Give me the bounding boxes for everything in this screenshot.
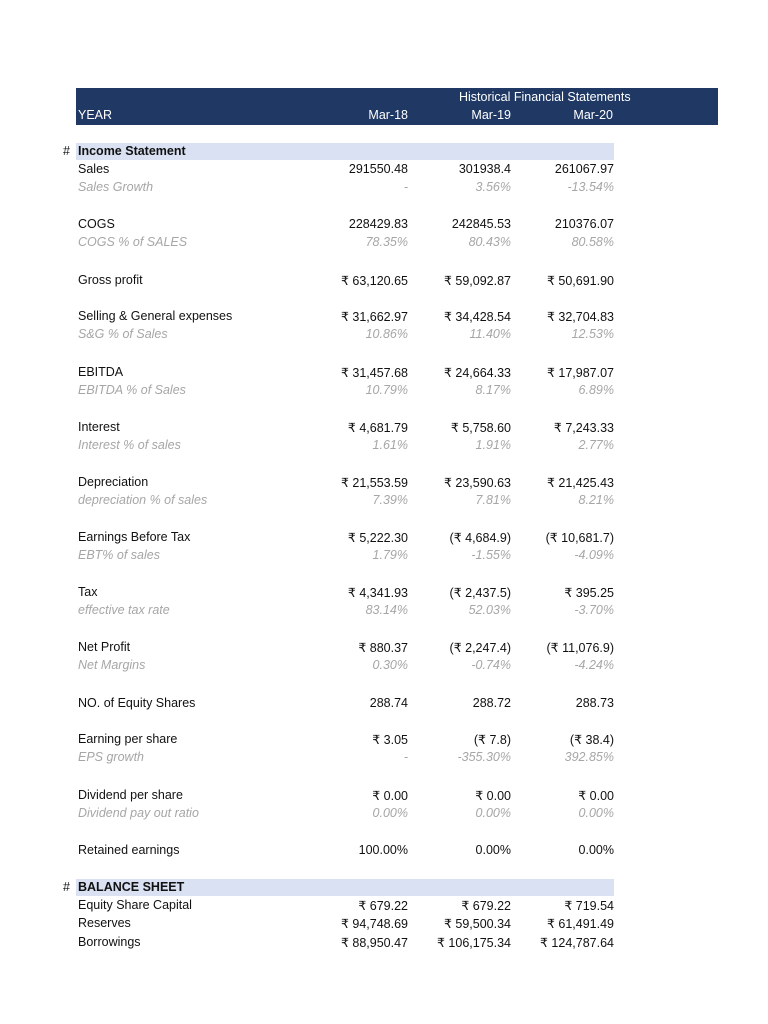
- table-row: [76, 806, 614, 824]
- table-row: [76, 493, 614, 511]
- table-row: [76, 273, 614, 291]
- cell-value: -3.70%: [574, 603, 614, 617]
- row-label: effective tax rate: [78, 603, 170, 617]
- table-row: [76, 732, 614, 750]
- cell-value: ₹ 59,092.87: [443, 274, 511, 288]
- cell-value: ₹ 4,681.79: [347, 421, 408, 435]
- cell-value: 261067.97: [554, 162, 614, 176]
- table-row: [76, 696, 614, 714]
- table-row: [76, 548, 614, 566]
- income-statement-header: [76, 143, 614, 160]
- cell-value: 301938.4: [458, 162, 511, 176]
- cell-value: ₹ 21,425.43: [546, 476, 614, 490]
- year-label: YEAR: [78, 108, 113, 122]
- cell-value: 100.00%: [358, 843, 408, 857]
- row-label: NO. of Equity Shares: [78, 696, 196, 710]
- cell-value: 52.03%: [468, 603, 511, 617]
- cell-value: ₹ 59,500.34: [443, 917, 511, 931]
- column-header: Mar-20: [573, 108, 613, 122]
- cell-value: 8.17%: [475, 383, 511, 397]
- row-label: Dividend pay out ratio: [78, 806, 199, 820]
- row-label: Interest: [78, 420, 120, 434]
- cell-value: 288.73: [575, 696, 614, 710]
- row-label: Borrowings: [78, 935, 141, 949]
- row-label: Reserves: [78, 916, 131, 930]
- cell-value: 0.00%: [578, 843, 614, 857]
- cell-value: 6.89%: [578, 383, 614, 397]
- table-row: [76, 420, 614, 438]
- row-label: Depreciation: [78, 475, 149, 489]
- cell-value: (₹ 10,681.7): [545, 531, 614, 545]
- table-row: [76, 475, 614, 493]
- cell-value: (₹ 4,684.9): [449, 531, 511, 545]
- cell-value: 228429.83: [348, 217, 408, 231]
- cell-value: -13.54%: [567, 180, 614, 194]
- cell-value: (₹ 2,437.5): [449, 586, 511, 600]
- cell-value: -355.30%: [457, 750, 511, 764]
- cell-value: 1.79%: [372, 548, 408, 562]
- cell-value: ₹ 880.37: [358, 641, 408, 655]
- row-label: Tax: [78, 585, 98, 599]
- cell-value: 12.53%: [571, 327, 614, 341]
- section-marker: #: [63, 880, 70, 894]
- cell-value: 392.85%: [564, 750, 614, 764]
- cell-value: -: [403, 750, 408, 764]
- cell-value: ₹ 5,758.60: [450, 421, 511, 435]
- cell-value: ₹ 61,491.49: [546, 917, 614, 931]
- table-row: [76, 235, 614, 253]
- cell-value: 8.21%: [578, 493, 614, 507]
- table-row: [76, 640, 614, 658]
- table-row: [76, 383, 614, 401]
- section-title: Income Statement: [78, 144, 186, 158]
- cell-value: ₹ 63,120.65: [340, 274, 408, 288]
- column-header: Mar-18: [368, 108, 408, 122]
- cell-value: 1.91%: [475, 438, 511, 452]
- table-row: [76, 585, 614, 603]
- cell-value: ₹ 50,691.90: [546, 274, 614, 288]
- cell-value: ₹ 124,787.64: [540, 936, 614, 950]
- cell-value: ₹ 4,341.93: [347, 586, 408, 600]
- table-row: [76, 916, 614, 934]
- section-title: BALANCE SHEET: [78, 880, 185, 894]
- table-row: [76, 750, 614, 768]
- row-label: COGS: [78, 217, 115, 231]
- row-label: EPS growth: [78, 750, 145, 764]
- row-label: Sales Growth: [78, 180, 154, 194]
- table-row: [76, 327, 614, 345]
- cell-value: -4.09%: [574, 548, 614, 562]
- cell-value: ₹ 31,457.68: [340, 366, 408, 380]
- cell-value: ₹ 24,664.33: [443, 366, 511, 380]
- row-label: COGS % of SALES: [78, 235, 188, 249]
- cell-value: ₹ 3.05: [372, 733, 408, 747]
- cell-value: 78.35%: [365, 235, 408, 249]
- table-row: [76, 180, 614, 198]
- cell-value: ₹ 0.00: [372, 789, 408, 803]
- cell-value: 2.77%: [578, 438, 614, 452]
- row-label: Net Margins: [78, 658, 146, 672]
- row-label: Earnings Before Tax: [78, 530, 191, 544]
- cell-value: ₹ 0.00: [578, 789, 614, 803]
- cell-value: 7.81%: [475, 493, 511, 507]
- cell-value: 83.14%: [365, 603, 408, 617]
- table-row: [76, 530, 614, 548]
- table-row: [76, 438, 614, 456]
- cell-value: ₹ 679.22: [461, 899, 511, 913]
- cell-value: 1.61%: [372, 438, 408, 452]
- cell-value: 0.00%: [475, 806, 511, 820]
- cell-value: ₹ 17,987.07: [546, 366, 614, 380]
- cell-value: 3.56%: [475, 180, 511, 194]
- cell-value: 288.74: [369, 696, 408, 710]
- table-row: [76, 309, 614, 327]
- cell-value: ₹ 0.00: [475, 789, 511, 803]
- row-label: depreciation % of sales: [78, 493, 208, 507]
- table-row: [76, 898, 614, 916]
- row-label: S&G % of Sales: [78, 327, 168, 341]
- balance-sheet-header: [76, 879, 614, 896]
- row-label: EBITDA: [78, 365, 124, 379]
- cell-value: 0.00%: [578, 806, 614, 820]
- header-band: [76, 88, 718, 125]
- cell-value: -0.74%: [471, 658, 511, 672]
- cell-value: 242845.53: [451, 217, 511, 231]
- cell-value: -: [403, 180, 408, 194]
- cell-value: ₹ 32,704.83: [546, 310, 614, 324]
- row-label: Interest % of sales: [78, 438, 181, 452]
- row-label: Selling & General expenses: [78, 309, 233, 323]
- cell-value: 0.00%: [372, 806, 408, 820]
- cell-value: (₹ 11,076.9): [546, 641, 614, 655]
- table-row: [76, 935, 614, 953]
- cell-value: ₹ 34,428.54: [443, 310, 511, 324]
- cell-value: ₹ 719.54: [564, 899, 614, 913]
- row-label: Dividend per share: [78, 788, 183, 802]
- cell-value: 0.30%: [372, 658, 408, 672]
- row-label: Gross profit: [78, 273, 143, 287]
- row-label: Sales: [78, 162, 110, 176]
- cell-value: 10.86%: [365, 327, 408, 341]
- cell-value: ₹ 21,553.59: [340, 476, 408, 490]
- table-row: [76, 162, 614, 180]
- cell-value: -1.55%: [471, 548, 511, 562]
- cell-value: ₹ 23,590.63: [443, 476, 511, 490]
- cell-value: 291550.48: [348, 162, 408, 176]
- cell-value: 0.00%: [475, 843, 511, 857]
- cell-value: 210376.07: [554, 217, 614, 231]
- cell-value: 7.39%: [372, 493, 408, 507]
- table-row: [76, 365, 614, 383]
- section-marker: #: [63, 144, 70, 158]
- cell-value: ₹ 679.22: [358, 899, 408, 913]
- table-row: [76, 658, 614, 676]
- cell-value: (₹ 7.8): [473, 733, 511, 747]
- table-row: [76, 217, 614, 235]
- cell-value: ₹ 5,222.30: [347, 531, 408, 545]
- cell-value: 10.79%: [365, 383, 408, 397]
- row-label: Earning per share: [78, 732, 178, 746]
- cell-value: ₹ 7,243.33: [553, 421, 614, 435]
- cell-value: ₹ 94,748.69: [340, 917, 408, 931]
- cell-value: 80.58%: [571, 235, 614, 249]
- cell-value: (₹ 38.4): [569, 733, 614, 747]
- cell-value: 288.72: [472, 696, 511, 710]
- cell-value: ₹ 88,950.47: [340, 936, 408, 950]
- cell-value: 11.40%: [469, 327, 511, 341]
- row-label: EBITDA % of Sales: [78, 383, 186, 397]
- cell-value: (₹ 2,247.4): [449, 641, 511, 655]
- table-row: [76, 603, 614, 621]
- row-label: Equity Share Capital: [78, 898, 192, 912]
- table-row: [76, 788, 614, 806]
- cell-value: 80.43%: [468, 235, 511, 249]
- row-label: Retained earnings: [78, 843, 180, 857]
- table-row: [76, 843, 614, 861]
- cell-value: ₹ 106,175.34: [437, 936, 511, 950]
- statement-title: Historical Financial Statements: [459, 90, 631, 104]
- column-header: Mar-19: [471, 108, 511, 122]
- cell-value: -4.24%: [574, 658, 614, 672]
- cell-value: ₹ 31,662.97: [340, 310, 408, 324]
- row-label: Net Profit: [78, 640, 131, 654]
- cell-value: ₹ 395.25: [564, 586, 614, 600]
- row-label: EBT% of sales: [78, 548, 160, 562]
